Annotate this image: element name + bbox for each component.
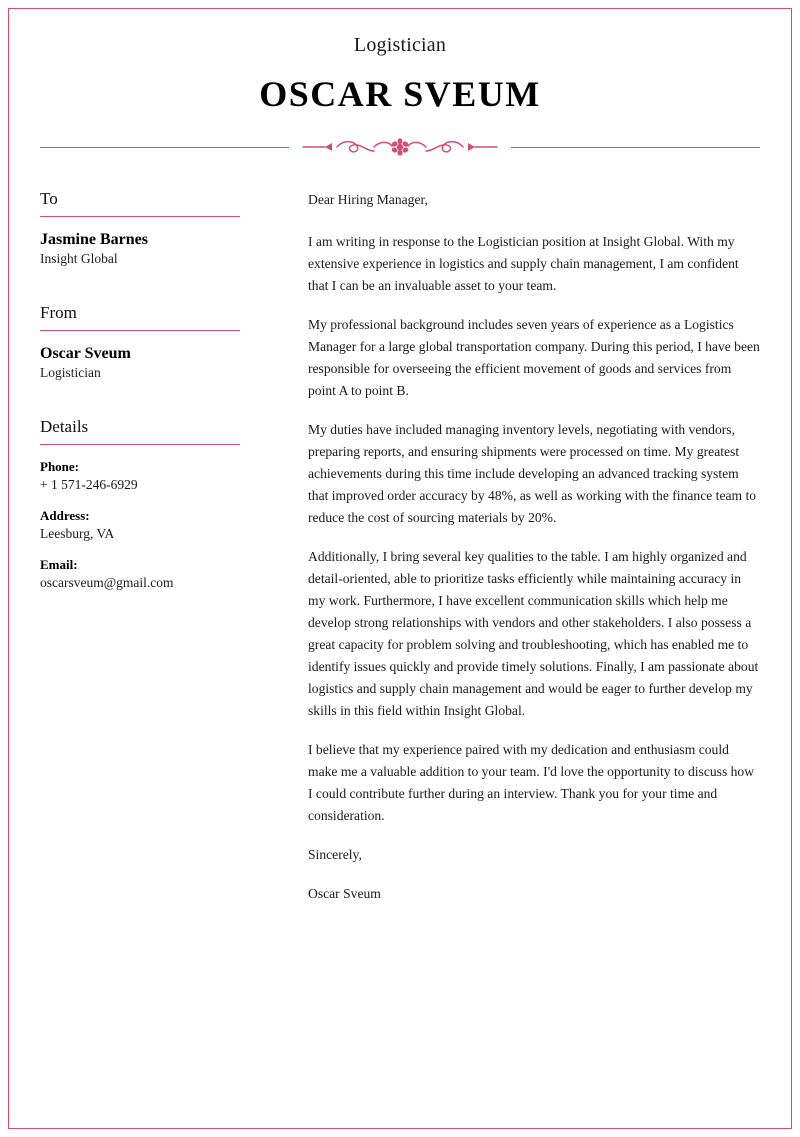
paragraph-5: I believe that my experience paired with my dedication and enthusiasm could make me a valuable addition to your team. I'd love the opportunity to discuss how I could contribute further during an interview. Thank you for your time and consideration. [308, 742, 755, 824]
address-label: Address: [40, 508, 90, 523]
paragraph-3: My duties have included managing inventory levels, negotiating with vendors, preparing reports, and ensuring shipments were processed on time. My greatest achievements during this time include developing an advanced tracking system that improved order accuracy by 48%, as well as working with the finance team to reduce the cost of sourcing materials by 20%. [308, 422, 757, 526]
closing: Sincerely, [308, 847, 362, 863]
paragraph-2: My professional background includes seven years of experience as a Logistics Manager for a large global transportation company. During this period, I have been responsible for overseeing the efficient movement of goods and services from point A to point B. [308, 317, 760, 399]
letter-body [40, 189, 760, 905]
details-heading: Details [40, 417, 240, 445]
sender-block [40, 345, 240, 381]
applicant-name: OSCAR SVEUM [259, 74, 541, 114]
signature: Oscar Sveum [308, 886, 381, 902]
detail-phone [40, 459, 240, 493]
flourish-ornament-icon [289, 137, 511, 157]
detail-address [40, 508, 240, 542]
email-value: oscarsveum@gmail.com [40, 575, 174, 590]
phone-value: + 1 571-246-6929 [40, 477, 138, 492]
from-heading: From [40, 303, 240, 331]
letter-header [40, 26, 760, 159]
recipient-block [40, 231, 240, 267]
sender-name: Oscar Sveum [40, 345, 131, 362]
recipient-company: Insight Global [40, 251, 118, 266]
job-title: Logistician [353, 34, 447, 56]
letter-text [270, 189, 760, 905]
salutation: Dear Hiring Manager, [308, 192, 428, 207]
email-label: Email: [40, 557, 78, 572]
to-heading: To [40, 189, 240, 217]
address-value: Leesburg, VA [40, 526, 115, 541]
detail-email [40, 557, 240, 591]
sidebar [40, 189, 270, 905]
sender-title: Logistician [40, 365, 101, 380]
recipient-name: Jasmine Barnes [40, 231, 148, 248]
phone-label: Phone: [40, 459, 79, 474]
header-divider [40, 137, 760, 159]
paragraph-1: I am writing in response to the Logistician position at Insight Global. With my extensive experience in logistics and supply chain management, I am confident that I can be an invaluable asset to your team. [308, 234, 739, 294]
paragraph-4: Additionally, I bring several key qualities to the table. I am highly organized and detail-oriented, able to prioritize tasks efficiently while maintaining accuracy in my work. Furthermore, I have excellent communication skills which help me develop strong relationships with vendors and other stakeholders. I also possess a great capacity for problem solving and troubleshooting, which has enabled me to identify issues quickly and provide timely solutions. Finally, I am passionate about logistics and supply chain management and would be eager to further develop my skills in this field within Insight Global. [308, 549, 759, 719]
